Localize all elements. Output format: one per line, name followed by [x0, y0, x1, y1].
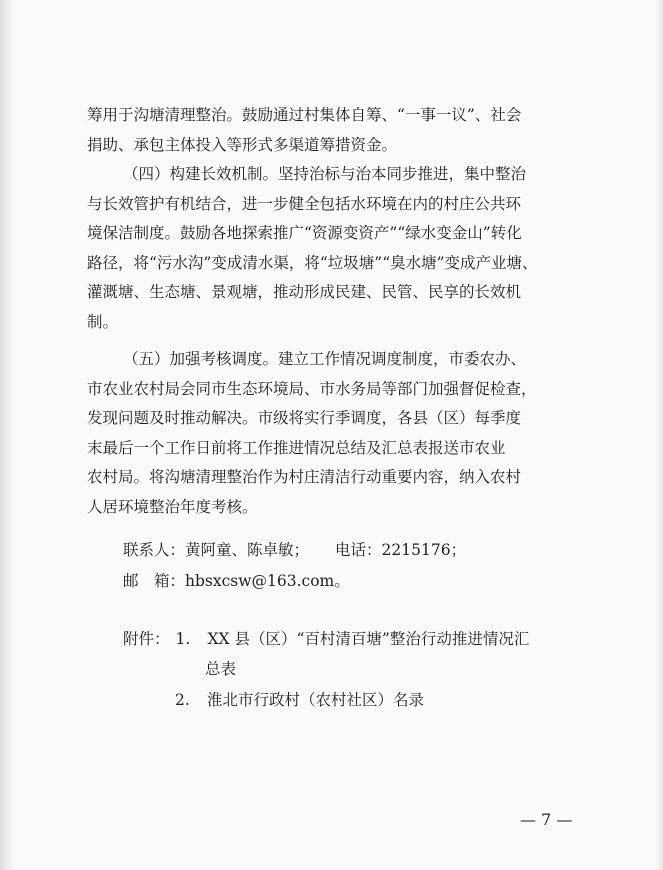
paragraph-line: 筹用于沟塘清理整治。鼓励通过村集体自筹、“一事一议”、社会: [87, 106, 522, 124]
email-label: 邮 箱：: [123, 572, 186, 590]
attachment-title: 淮北市行政村（农村社区）名录: [207, 691, 425, 709]
attachment-item: [123, 627, 529, 649]
paragraph-line: 路径，将“污水沟”变成清水渠，将“垃圾塘”“臭水塘”变成产业塘、: [87, 253, 538, 272]
email-address: hbsxcsw@163.com。: [185, 572, 350, 590]
paragraph-line: 捐助、承包主体投入等形式多渠道筹措资金。: [87, 135, 398, 154]
contact-names: 黄阿童、陈卓敏；: [185, 541, 310, 559]
attachment-number: 2.: [175, 691, 190, 709]
body-text: [87, 101, 587, 522]
paragraph-line: 末最后一个工作日前将工作推进情况总结及汇总表报送市农业: [87, 438, 506, 457]
page-left-shadow: [0, 0, 14, 870]
paragraph-line: 人居环境整治年度考核。: [87, 497, 258, 516]
paragraph-line: 农村局。将沟塘清理整治作为村庄清洁行动重要内容，纳入农村: [87, 468, 522, 486]
paragraph-line: 灌溉塘、生态塘、景观塘，推动形成民建、民管、民享的长效机: [87, 283, 522, 301]
paragraph-line: 发现问题及时推动解决。市级将实行季调度，各县（区）每季度: [87, 409, 522, 427]
paragraph-line: 与长效管护有机结合，进一步健全包括水环境在内的村庄公共环: [87, 194, 522, 213]
page-number: — 7 —: [520, 810, 573, 829]
page-right-shadow: [655, 0, 663, 870]
paragraph-line: 境保洁制度。鼓励各地探索推广“资源变资产”“绿水变金山”转化: [87, 224, 522, 242]
paragraph-line: （四）构建长效机制。坚持治标与治本同步推进，集中整治: [123, 165, 527, 183]
attachment-title: XX 县（区）“百村清百塘”整治行动推进情况汇: [207, 630, 530, 648]
attachment-label: 附件：: [123, 630, 170, 648]
contact-person-line: [123, 538, 466, 560]
attachment-item: [175, 688, 424, 710]
attachment-number: 1.: [175, 630, 191, 648]
paragraph-line: （五）加强考核调度。建立工作情况调度制度，市委农办、: [123, 350, 527, 368]
paragraph-line: 制。: [87, 312, 119, 331]
contact-label: 联系人：: [123, 541, 186, 559]
attachment-title-continued: 总表: [205, 660, 237, 678]
paragraph-line: 市农业农村局会同市生态环境局、市水务局等部门加强督促检查，: [87, 379, 537, 398]
phone-label: 电话：: [335, 541, 382, 559]
email-line: [123, 569, 350, 591]
phone-number: 2215176；: [381, 541, 467, 559]
